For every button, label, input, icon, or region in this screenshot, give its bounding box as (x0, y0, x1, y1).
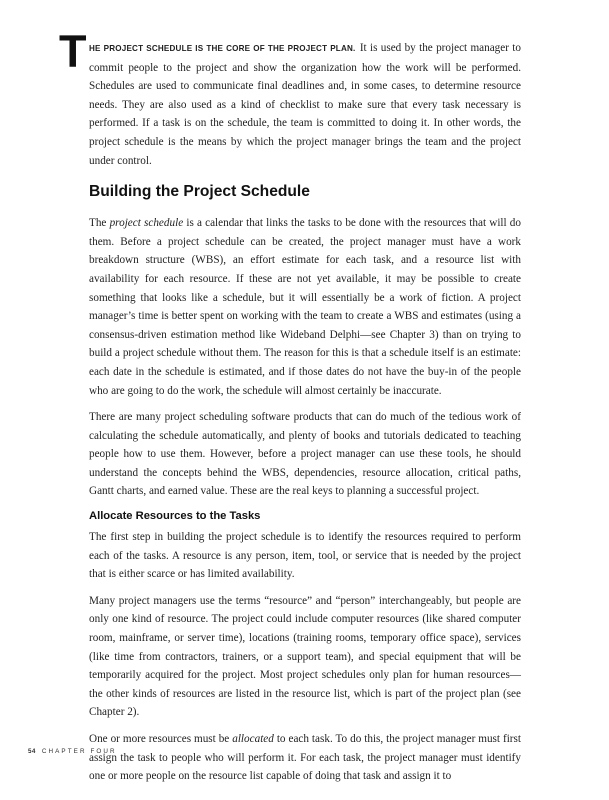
section-paragraph-2: There are many project scheduling software products that can do much of the tedious work of calculating the schedule automatically, and plenty of books and tutorials dedicated to teaching people how to use them. However, before a project manager can use these tools, he should understand the concepts behind the WBS, dependencies, resource allocation, critical paths, Gantt charts, and earned value. These are the real keys to planning a successful project. (89, 411, 521, 498)
section-heading: Building the Project Schedule (89, 183, 310, 201)
emphasis-term: allocated (232, 733, 274, 745)
subsection-paragraph-2: Many project managers use the terms “resource” and “person” interchangeably, but people are only one kind of resource. The project could include computer resources (like shared computer room, mainframe, or server time), locations (training rooms, temporary office space), services (like time from contractors, trainers, or a support team), and special equipment that will be temporarily acquired for the project. Most project schedules only plan for human resources—the other kinds of resources are listed in the resource list, which is part of the project plan (see Chapter 2). (89, 594, 521, 719)
paragraph-text: The (89, 217, 110, 230)
intro-text: It is used by the project manager to commit people to the project and show the organization how the work will be performed. Schedules are used to communicate final deadlines and, in some cases, to determine resource needs. They are also used as a kind of checklist to make sure that every task necessary is performed. If a task is on the schedule, the team is committed to doing it. In other words, the project schedule is the means by which the project manager brings the team and the project under control. (89, 42, 521, 167)
page-number: 54 (28, 748, 36, 755)
intro-paragraph (59, 26, 521, 170)
intro-lead-in: HE PROJECT SCHEDULE IS THE CORE OF THE PROJECT PLAN. (89, 44, 356, 53)
subsection-paragraph-1: The first step in building the project schedule is to identify the resources required to perform each of the tasks. A resource is any person, item, tool, or service that is needed by the project that is either scarce or has limited availability. (89, 531, 521, 581)
drop-cap: T (59, 26, 87, 77)
subsection-heading: Allocate Resources to the Tasks (89, 510, 261, 523)
paragraph-text: is a calendar that links the tasks to be done with the resources that will do them. Before a project schedule can be created, the project manager must have a work breakdown structure (WBS), an effort estimate for each task, and a resource list with availability for each resource. If these are not yet available, it may be possible to create something that looks like a schedule, but it will essentially be a work of fiction. A project manager’s time is better spent on working with the team to create a WBS and estimates (using a consensus-driven estimation method like Wideband Delphi—see Chapter 3) than on trying to build a project schedule without them. The reason for this is that a schedule itself is an estimate: each date in the schedule is estimated, and if those dates do not have the buy-in of the people who are going to do the work, the schedule will almost certainly be inaccurate. (89, 217, 521, 397)
paragraph-text: One or more resources must be (89, 733, 233, 745)
page-footer (28, 748, 117, 755)
section-paragraph-1 (89, 214, 521, 400)
paragraph-text: to each task. To do this, the project manager must first assign the task to people who will perform it. For each task, the project manager must identify one or more people on the resource list capable of doing that task and assign it to (89, 733, 521, 783)
running-footer-chapter: CHAPTER FOUR (41, 748, 117, 755)
emphasis-term: project schedule (109, 217, 184, 230)
subsection-paragraph-3 (89, 730, 521, 786)
